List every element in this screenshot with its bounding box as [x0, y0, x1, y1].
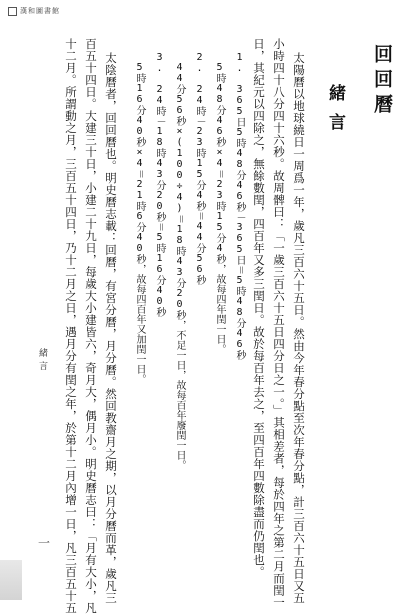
text-column: 日，其紀元以四除之，無餘數閏，四百年又多三閏日。故於每百年去之，至四百年四數除盡而仍閏也。 [252, 38, 266, 578]
page-number: 一 [38, 536, 51, 550]
calculation-step: 1. 365日5時48分46秒－365日＝5時48分46秒 [234, 52, 245, 360]
text-column: 百五十四日。大建三十日，小建二十九日，每歲大小建皆六，奇月大，偶月小。明史曆志曰：「月有大小，凡 [84, 38, 98, 614]
calculation-step: 44分56秒×(100÷4)＝18時43分20秒，不足一日，故每百年廢閏一日。 [174, 62, 185, 470]
calculation-step: 2. 24時－23時15分4秒＝44分56秒 [194, 52, 205, 285]
stamp-seal-icon [8, 7, 17, 16]
vertical-text-block [61, 38, 397, 614]
stamp-text: 漢和圖書館 [20, 7, 60, 15]
text-column: 小時四十八分四十六秒。故周髀曰：「一歲三百六十五日四分日之一。」其相差者，每於四年之第二月而閏一 [272, 38, 286, 609]
text-column: 太陰曆者，回回曆也。明史曆志載：回曆，有宮分曆，月分曆。然回教齋月之期，以月分曆而革，歲凡三 [104, 52, 118, 604]
calculation-step: 5時16分40秒×4＝21時6分40秒，故每四百年又加閏一日。 [134, 62, 145, 384]
library-stamp [8, 6, 60, 16]
calculation-step: 5時48分46秒×4＝23時15分4秒，故每四年閏一日。 [214, 62, 225, 354]
text-column: 十二月。所謂動之月，三百五十四日，乃十二月之日，遇月分有閏之年，於第十二月內增一日，凡三百五十五 [64, 38, 78, 614]
page-edge-shadow [0, 560, 22, 600]
calculation-step: 3. 24時－18時43分20秒＝5時16分40秒 [154, 52, 165, 317]
text-column: 太陽曆以地球繞日一周爲一年，歲凡三百六十五日。然由今年春分點至次年春分點，計三百六十五日又五 [292, 52, 306, 604]
running-head: 緒言 [37, 348, 47, 374]
book-title: 回回曆 [371, 44, 393, 119]
section-heading: 緒言 [325, 84, 345, 142]
